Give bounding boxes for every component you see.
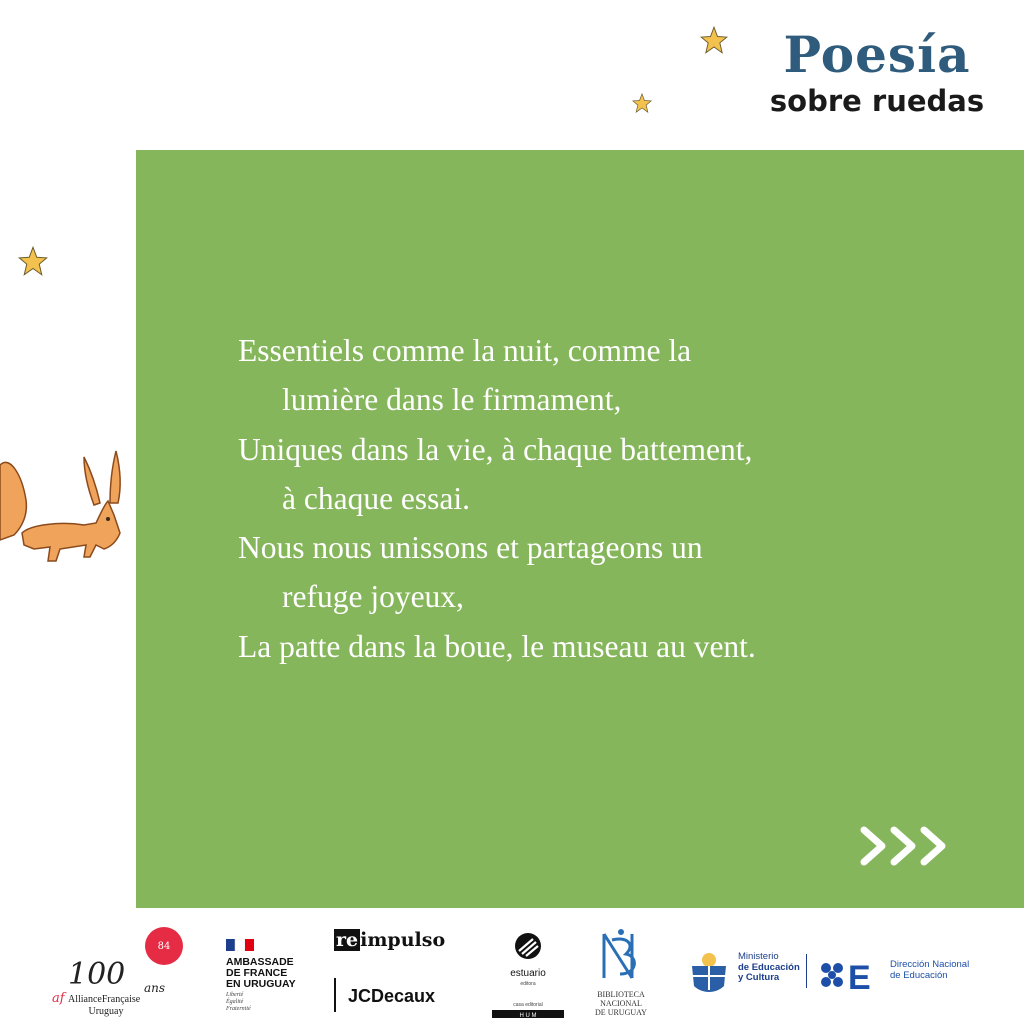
ambassade-motto: Fraternité xyxy=(226,1006,251,1012)
alliance-francaise-logo xyxy=(46,922,186,1018)
estuario-name: estuario xyxy=(510,968,546,979)
biblioteca-line: DE URUGUAY xyxy=(595,1008,647,1017)
biblioteca-line: NACIONAL xyxy=(600,999,642,1008)
direccion-line: Dirección Nacional xyxy=(890,959,970,970)
ministerio-line: Ministerio xyxy=(738,951,779,962)
estuario-logo xyxy=(488,932,568,1020)
svg-text:84: 84 xyxy=(157,941,171,952)
poem-line: Uniques dans la vie, à chaque battement, xyxy=(238,431,753,467)
svg-text:E: E xyxy=(848,959,871,996)
french-flag-icon xyxy=(226,939,254,951)
ambassade-line: AMBASSADE xyxy=(226,956,294,968)
fox-illustration xyxy=(0,445,132,570)
reimpulso-jcdecaux-logos xyxy=(334,928,464,1018)
poem-line: à chaque essai. xyxy=(282,480,471,516)
logo-subtitle: sobre ruedas xyxy=(769,84,985,118)
poem-line: Nous nous unissons et partageons un xyxy=(238,530,703,566)
ambassade-france-logo xyxy=(226,936,321,1014)
ambassade-motto: Liberté xyxy=(226,992,244,998)
alliance-country: Uruguay xyxy=(88,1006,124,1017)
ambassade-line: DE FRANCE xyxy=(226,967,288,979)
star-icon xyxy=(700,26,728,54)
alliance-name: AllianceFrançaise xyxy=(68,994,141,1005)
poem-text xyxy=(238,326,998,671)
jcdecaux-logo: JCDecaux xyxy=(348,986,436,1006)
poem-line: refuge joyeux, xyxy=(282,579,464,615)
alliance-ans: ans xyxy=(144,981,166,995)
ambassade-line: EN URUGUAY xyxy=(226,978,296,990)
direccion-nacional-educacion-logo xyxy=(818,956,978,1002)
dne-emblem-icon xyxy=(818,956,878,996)
logo-title: Poesía xyxy=(783,25,971,84)
ambassade-motto: Égalité xyxy=(226,999,244,1005)
star-icon xyxy=(632,93,652,113)
poem-line: Essentiels comme la nuit, comme la xyxy=(238,333,692,368)
estuario-casa: casa editorial xyxy=(513,1002,543,1008)
ministerio-line: de Educación xyxy=(738,961,800,973)
ministerio-educacion-logo xyxy=(686,948,808,1008)
sponsor-footer xyxy=(0,918,1024,1024)
poem-line: La patte dans la boue, le museau au vent. xyxy=(238,628,756,664)
biblioteca-nacional-logo xyxy=(586,926,656,1022)
triple-chevron-right-icon[interactable] xyxy=(858,824,956,868)
poesia-sobre-ruedas-logo xyxy=(752,24,1002,124)
estuario-sub: editora xyxy=(520,981,536,987)
direccion-line: de Educación xyxy=(890,969,948,981)
uruguay-coat-of-arms-icon xyxy=(686,948,732,994)
estuario-hum: H U M xyxy=(519,1013,537,1019)
poem-line: lumière dans le firmament, xyxy=(282,382,622,418)
star-icon xyxy=(18,246,48,276)
biblioteca-monogram-icon xyxy=(586,926,656,986)
reimpulso-logo: re impulso xyxy=(336,929,446,951)
alliance-number: 100 xyxy=(68,957,126,992)
ministerio-line: y Cultura xyxy=(738,972,780,983)
biblioteca-line: BIBLIOTECA xyxy=(597,990,645,999)
alliance-af: af xyxy=(52,991,65,1006)
poem-panel xyxy=(136,150,1024,908)
